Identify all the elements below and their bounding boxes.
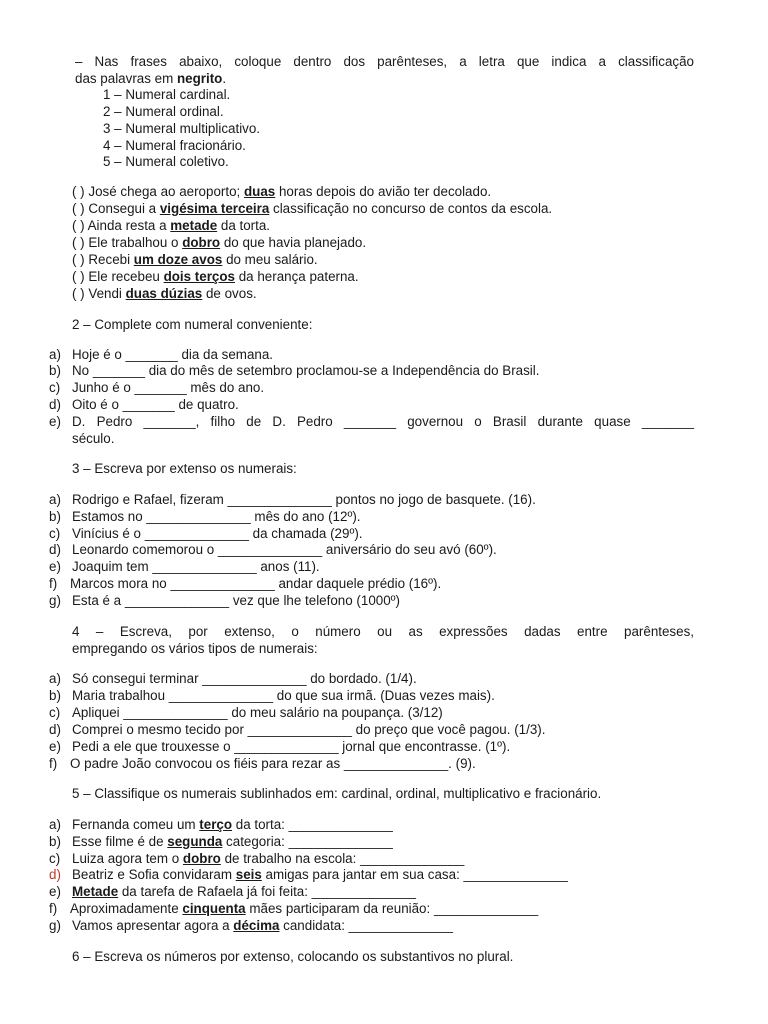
ex4-item: c) Apliquei ______________ do meu salário na poupança. (3/12): [49, 705, 443, 720]
ex4-item: b) Maria trabalhou ______________ do que sua irmã. (Duas vezes mais).: [49, 688, 495, 703]
ex4-item: d) Comprei o mesmo tecido por ______________ do preço que você pagou. (1/3).: [49, 722, 546, 737]
ex4-item: f) O padre João convocou os fiéis para rezar as ______________. (9).: [49, 756, 476, 771]
ex1-item: ( ) Recebi um doze avos do meu salário.: [72, 252, 318, 267]
ex3-item: e) Joaquim tem ______________ anos (11).: [49, 559, 320, 574]
ex2-item: d) Oito é o _______ de quatro.: [49, 397, 239, 412]
numeral-word: seis: [235, 867, 262, 882]
numeral-word: Metade: [72, 884, 119, 899]
numeral-word: segunda: [167, 834, 223, 849]
ex5-item: g) Vamos apresentar agora a décima candidata: ______________: [49, 918, 453, 933]
ex3-item: a) Rodrigo e Rafael, fizeram ______________ pontos no jogo de basquete. (16).: [49, 492, 536, 507]
ex4-title-line1: 4 – Escreva, por extenso, o número ou as expressões dadas entre parênteses,: [72, 624, 694, 639]
ex1-intro-line2: das palavras em negrito.: [75, 71, 227, 86]
numeral-word: vigésima terceira: [159, 201, 270, 216]
ex1-item: ( ) Ainda resta a metade da torta.: [72, 218, 271, 233]
category-ordinal: 2 – Numeral ordinal.: [103, 104, 224, 119]
numeral-word: cinquenta: [182, 901, 246, 916]
ex4-title-line2: empregando os vários tipos de numerais:: [72, 641, 318, 656]
numeral-word: dois terços: [163, 269, 236, 284]
category-coletivo: 5 – Numeral coletivo.: [103, 154, 229, 169]
ex5-item: f) Aproximadamente cinquenta mães participaram da reunião: ______________: [49, 901, 539, 916]
answer-parentheses[interactable]: ( ): [72, 218, 85, 233]
ex1-intro-line1: – Nas frases abaixo, coloque dentro dos parênteses, a letra que indica a classificação: [75, 54, 694, 69]
ex6-title: 6 – Escreva os números por extenso, colocando os substantivos no plural.: [72, 949, 514, 964]
ex2-item: c) Junho é o _______ mês do ano.: [49, 380, 265, 395]
ex3-item: d) Leonardo comemorou o ______________ aniversário do seu avó (60º).: [49, 542, 497, 557]
numeral-word: duas: [243, 184, 276, 199]
numeral-word: dobro: [182, 851, 221, 866]
ex2-item-continuation: século.: [72, 431, 115, 446]
category-multiplicativo: 3 – Numeral multiplicativo.: [103, 121, 261, 136]
numeral-word: terço: [199, 817, 233, 832]
numeral-word: duas dúzias: [125, 286, 203, 301]
category-fracionario: 4 – Numeral fracionário.: [103, 138, 246, 153]
ex3-title: 3 – Escreva por extenso os numerais:: [72, 461, 297, 476]
ex1-item: ( ) Ele trabalhou o dobro do que havia planejado.: [72, 235, 367, 250]
numeral-word: décima: [233, 918, 280, 933]
answer-parentheses[interactable]: ( ): [72, 269, 85, 284]
ex5-item: c) Luiza agora tem o dobro de trabalho na escola: ______________: [49, 851, 465, 866]
ex2-item: b) No _______ dia do mês de setembro proclamou-se a Independência do Brasil.: [49, 363, 540, 378]
ex1-negrito-word: negrito: [176, 71, 223, 86]
ex4-item: e) Pedi a ele que trouxesse o ______________ jornal que encontrasse. (1º).: [49, 739, 511, 754]
numeral-word: um doze avos: [133, 252, 223, 267]
ex3-item: c) Vinícius é o ______________ da chamada (29º).: [49, 526, 363, 541]
ex1-item: ( ) Ele recebeu dois terços da herança paterna.: [72, 269, 359, 284]
ex1-item: ( ) José chega ao aeroporto; duas horas depois do avião ter decolado.: [72, 184, 492, 199]
ex1-item: ( ) Consegui a vigésima terceira classificação no concurso de contos da escola.: [72, 201, 553, 216]
ex2-item: a) Hoje é o _______ dia da semana.: [49, 347, 274, 362]
answer-parentheses[interactable]: ( ): [72, 235, 85, 250]
numeral-word: dobro: [182, 235, 221, 250]
ex5-item: e) Metade da tarefa de Rafaela já foi feita: ______________: [49, 884, 416, 899]
answer-parentheses[interactable]: ( ): [72, 252, 85, 267]
ex3-item: g) Esta é a ______________ vez que lhe telefono (1000º): [49, 593, 401, 608]
answer-parentheses[interactable]: ( ): [72, 201, 85, 216]
ex5-item: a) Fernanda comeu um terço da torta: ______________: [49, 817, 393, 832]
ex1-item: ( ) Vendi duas dúzias de ovos.: [72, 286, 257, 301]
ex3-item: b) Estamos no ______________ mês do ano (12º).: [49, 509, 361, 524]
ex2-title: 2 – Complete com numeral conveniente:: [72, 317, 313, 332]
numeral-word: metade: [170, 218, 218, 233]
ex3-item: f) Marcos mora no ______________ andar daquele prédio (16º).: [49, 576, 442, 591]
ex5-item: b) Esse filme é de segunda categoria: ______________: [49, 834, 393, 849]
ex2-item: e) D. Pedro _______, filho de D. Pedro _______ governou o Brasil durante quase _______: [49, 414, 694, 429]
item-label-red: d): [49, 867, 61, 882]
ex4-item: a) Só consegui terminar ______________ do bordado. (1/4).: [49, 671, 417, 686]
category-cardinal: 1 – Numeral cardinal.: [103, 87, 231, 102]
ex5-item: d) Beatriz e Sofia convidaram seis amigas para jantar em sua casa: ______________: [49, 867, 568, 882]
answer-parentheses[interactable]: ( ): [72, 286, 85, 301]
answer-parentheses[interactable]: ( ): [72, 184, 85, 199]
ex5-title: 5 – Classifique os numerais sublinhados em: cardinal, ordinal, multiplicativo e fracionário.: [72, 786, 602, 801]
